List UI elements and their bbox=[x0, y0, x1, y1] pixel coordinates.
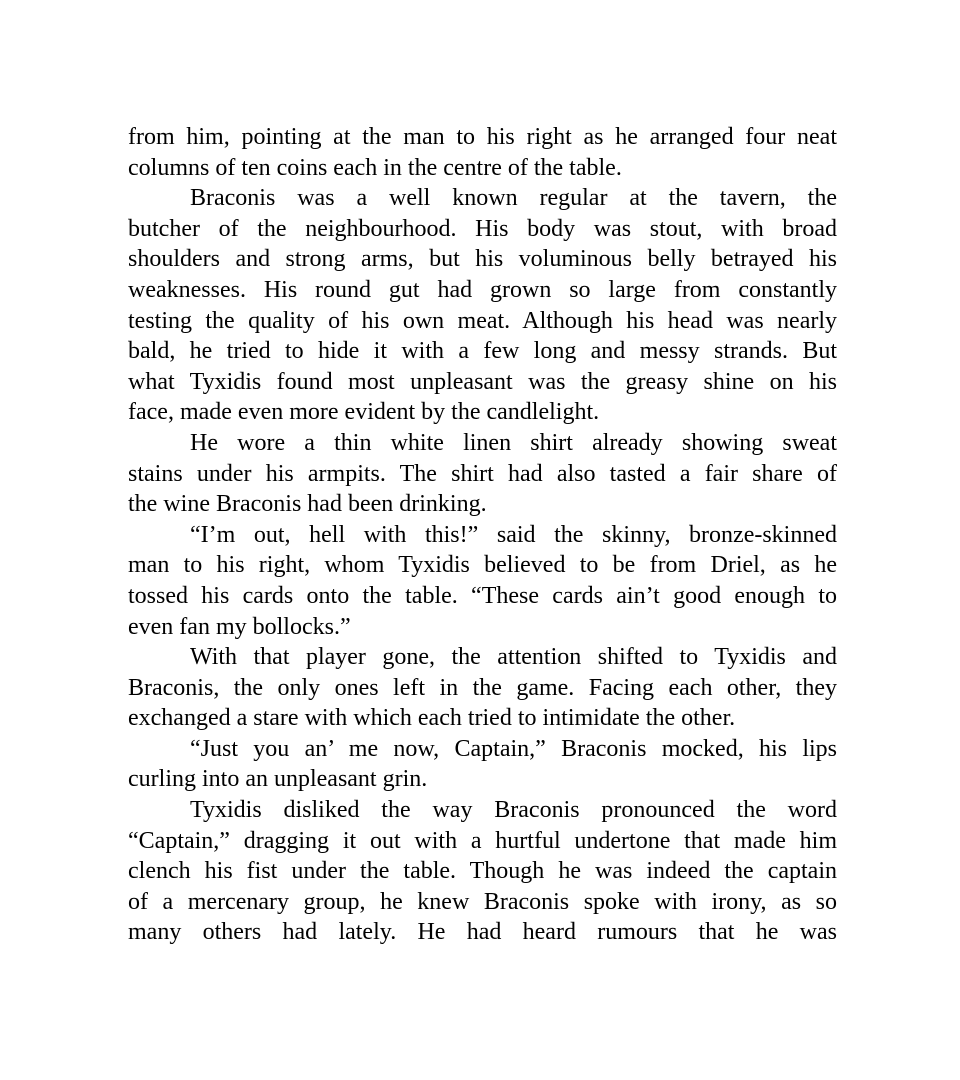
text-line: “I’m out, hell with this!” said the skinny, bronze-skinned bbox=[190, 521, 837, 548]
text-line: weaknesses. His round gut had grown so large from constantly bbox=[128, 276, 837, 303]
text-line: the wine Braconis had been drinking. bbox=[128, 491, 487, 518]
text-line: man to his right, whom Tyxidis believed to be from Driel, as he bbox=[128, 552, 837, 579]
text-line: butcher of the neighbourhood. His body was stout, with broad bbox=[128, 215, 837, 242]
text-line: Braconis was a well known regular at the tavern, the bbox=[190, 185, 837, 212]
text-line: tossed his cards onto the table. “These cards ain’t good enough to bbox=[128, 582, 837, 609]
text-column bbox=[128, 122, 837, 948]
text-line: “Just you an’ me now, Captain,” Braconis mocked, his lips bbox=[190, 735, 837, 762]
text-line: even fan my bollocks.” bbox=[128, 613, 351, 640]
text-line: With that player gone, the attention shifted to Tyxidis and bbox=[190, 644, 837, 671]
text-line: face, made even more evident by the candlelight. bbox=[128, 399, 600, 426]
text-line: columns of ten coins each in the centre of the table. bbox=[128, 154, 622, 181]
text-line: Braconis, the only ones left in the game. Facing each other, they bbox=[128, 674, 837, 701]
text-line: from him, pointing at the man to his right as he arranged four neat bbox=[128, 124, 837, 150]
text-line: stains under his armpits. The shirt had also tasted a fair share of bbox=[128, 460, 837, 487]
text-line: curling into an unpleasant grin. bbox=[128, 766, 428, 793]
text-line: bald, he tried to hide it with a few long and messy strands. But bbox=[128, 338, 837, 365]
text-line: clench his fist under the table. Though he was indeed the captain bbox=[128, 858, 837, 885]
text-line: of a mercenary group, he knew Braconis spoke with irony, as so bbox=[128, 888, 837, 915]
text-line: shoulders and strong arms, but his voluminous belly betrayed his bbox=[128, 246, 837, 273]
text-line: what Tyxidis found most unpleasant was the greasy shine on his bbox=[128, 368, 837, 395]
text-line: exchanged a stare with which each tried to intimidate the other. bbox=[128, 705, 736, 732]
text-line: “Captain,” dragging it out with a hurtful undertone that made him bbox=[128, 827, 837, 854]
text-line: Tyxidis disliked the way Braconis pronounced the word bbox=[190, 797, 837, 824]
text-line: He wore a thin white linen shirt already showing sweat bbox=[190, 429, 837, 456]
text-line: many others had lately. He had heard rumours that he was bbox=[128, 919, 837, 946]
text-line: testing the quality of his own meat. Although his head was nearly bbox=[128, 307, 837, 334]
